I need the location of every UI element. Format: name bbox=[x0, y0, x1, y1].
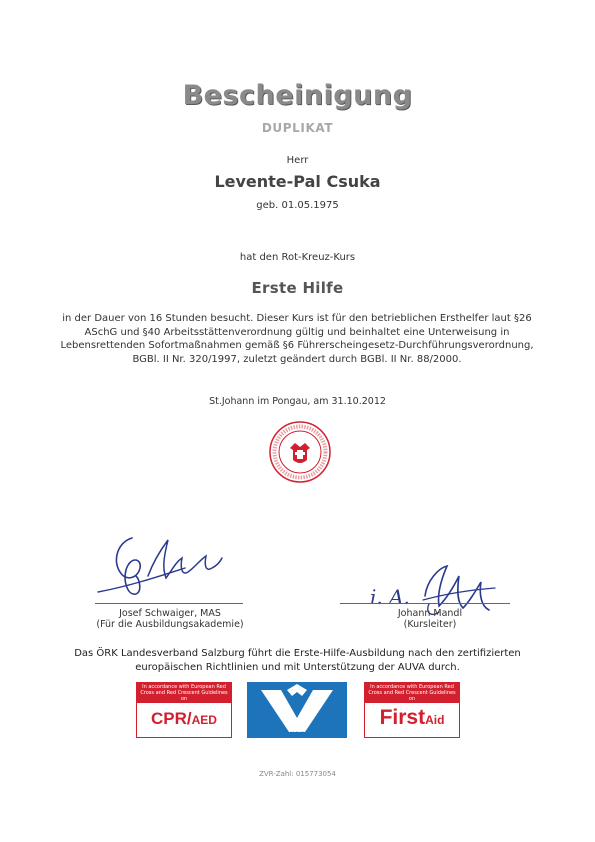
cpr-logo-caption: In accordance with European Red Cross and Red Crescent Guidelines on bbox=[137, 683, 231, 703]
signatory-right bbox=[385, 608, 475, 630]
course-intro: hat den Rot-Kreuz-Kurs bbox=[239, 252, 356, 263]
place-date: St.Johann im Pongau, am 31.10.2012 bbox=[209, 396, 386, 407]
signature-line-left bbox=[95, 603, 243, 604]
first-aid-logo bbox=[364, 682, 460, 738]
cpr-logo-main: CPR/ bbox=[151, 709, 192, 728]
cpr-logo-text bbox=[137, 709, 231, 729]
cpr-aed-logo bbox=[136, 682, 232, 738]
red-cross-seal-icon bbox=[268, 420, 332, 484]
course-name: Erste Hilfe bbox=[251, 279, 344, 297]
signature-line-right bbox=[340, 603, 510, 604]
recipient-name: Levente-Pal Csuka bbox=[214, 172, 381, 191]
certificate-title: Bescheinigung bbox=[182, 80, 413, 111]
zvr-number: ZVR-Zahl: 015773054 bbox=[259, 770, 336, 778]
birth-date: geb. 01.05.1975 bbox=[256, 200, 339, 211]
certificate-body: in der Dauer von 16 Stunden besucht. Dieser Kurs ist für den betrieblichen Ersthelfer laut §26 ASchG und §40 Arbeitsstättenverordnung gültig und beinhaltet eine Unterweisung in Lebensrettenden Sofortmaßnahmen gemäß §6 Führerscheingesetz-Durchführungsverordnung, BGBl. II Nr. 320/1997, zuletzt geändert durch BGBl. II Nr. 88/2000. bbox=[60, 313, 534, 365]
salutation: Herr bbox=[286, 155, 309, 166]
signature-prefix: i. A. bbox=[370, 585, 410, 609]
footer-statement: Das ÖRK Landesverband Salzburg führt die Erste-Hilfe-Ausbildung nach den zertifizierten europäischen Richtlinien und mit Unterstützung der AUVA durch. bbox=[74, 648, 521, 673]
signatory-left bbox=[80, 608, 260, 630]
auva-label: AUVA bbox=[289, 732, 305, 738]
duplicate-label: DUPLIKAT bbox=[261, 121, 334, 135]
signatory-right-role: (Kursleiter) bbox=[403, 619, 457, 630]
signature-left-icon bbox=[90, 520, 230, 600]
signatory-right-name: Johann Mandl bbox=[397, 608, 463, 619]
first-aid-logo-sub: Aid bbox=[425, 713, 445, 727]
signatory-left-role: (Für die Ausbildungsakademie) bbox=[96, 619, 244, 630]
first-aid-logo-text bbox=[365, 706, 459, 730]
first-aid-logo-main: First bbox=[379, 706, 426, 729]
signatory-left-name: Josef Schwaiger, MAS bbox=[119, 608, 221, 619]
cpr-logo-sub: AED bbox=[191, 713, 217, 727]
auva-logo bbox=[247, 682, 347, 738]
first-aid-logo-caption: In accordance with European Red Cross and Red Crescent Guidelines on bbox=[365, 683, 459, 703]
